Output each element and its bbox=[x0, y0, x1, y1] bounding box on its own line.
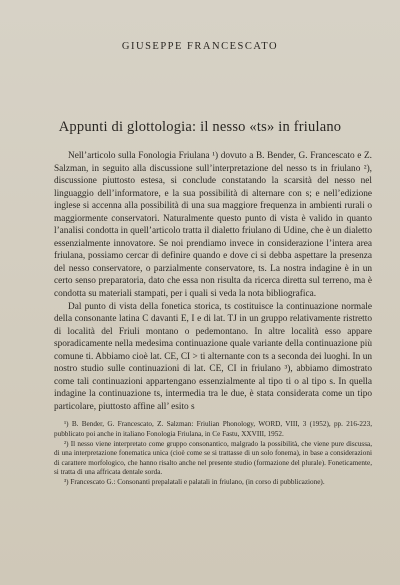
footnote-2: ²) Il nesso viene interpretato come gruppo consonantico, malgrado la possibilità, che viene pure discussa, di una interpretazione fonematica unica (cioè come se si trattasse di un solo fonema), in base a considerazioni di carattere morfologico, che hanno risalto anche nel presente studio (formazione del plurale). Foneticamente, si tratta di una affricata dentale sorda. bbox=[54, 439, 372, 477]
article-body bbox=[54, 150, 372, 488]
running-header-author: GIUSEPPE FRANCESCATO bbox=[121, 41, 279, 52]
paragraph-2: Dal punto di vista della fonetica storica, ts costituisce la continuazione normale della consonante latina C davanti E, I e di lat. TJ in un gruppo relativamente ristretto di località del Friuli montano o pedemontano. In altre località esso appare sporadicamente nella medesima continuazione quale variante della continuazione più comune ti. Abbiamo cioè lat. CE, CI > ti alternante con ts a seconda dei luoghi. In un nostro studio sulle continuazioni di lat. CE, CI in friulano ³), abbiamo dimostrato come tali continuazioni appartengano essenzialmente al tipo ti o al tipo s. In quella indagine la continuazione ts, intermedia tra le due, è stata considerata come un tipo particolare, piuttosto affine all’ esito s bbox=[54, 301, 372, 412]
footnotes bbox=[54, 420, 372, 487]
footnote-1: ¹) B. Bender, G. Francescato, Z. Salzman: Friulian Phonology, WORD, VIII, 3 (1952), pp. 216-223, pubblicato poi anche in italiano Fonologia Friulana, in Ce Fastu, XXVIII, 1952. bbox=[54, 420, 372, 439]
article-title: Appunti di glottologia: il nesso «ts» in friulano bbox=[58, 119, 342, 135]
footnote-3: ³) Francescato G.: Consonanti prepalatali e palatali in friulano, (in corso di pubblicazione). bbox=[64, 478, 325, 487]
paragraph-1: Nell’articolo sulla Fonologia Friulana ¹) dovuto a B. Bender, G. Francescato e Z. Salzman, in seguito alla discussione sull’interpretazione del nesso ts in friulano ²), discussione piuttosto estesa, si conclude constatando la scarsità del nesso nel linguaggio dell’informatore, e la sua possibilità di alternare con s; e nell’edizione inglese si accenna alla possibilità di una sua maggiore frequenza in ambienti rurali o maggiormente conservatori. Naturalmente questo punto di vista è valido in quanto l’analisi condotta in quell’articolo tratta il dialetto friulano di Udine, che è un dialetto essenzialmente innovatore. Se noi prendiamo invece in considerazione l’intera area friulana, possiamo cercar di definire quando e dove ci si debba aspettare la presenza del nesso conservatore, o parzialmente conservatore, ts. La nostra indagine è in un certo senso preparatoria, dato che essa non risulta da ricerca diretta sul terreno, ma è condotta su materiali stampati, per i quali si veda la nota bibliografica. bbox=[54, 151, 372, 300]
